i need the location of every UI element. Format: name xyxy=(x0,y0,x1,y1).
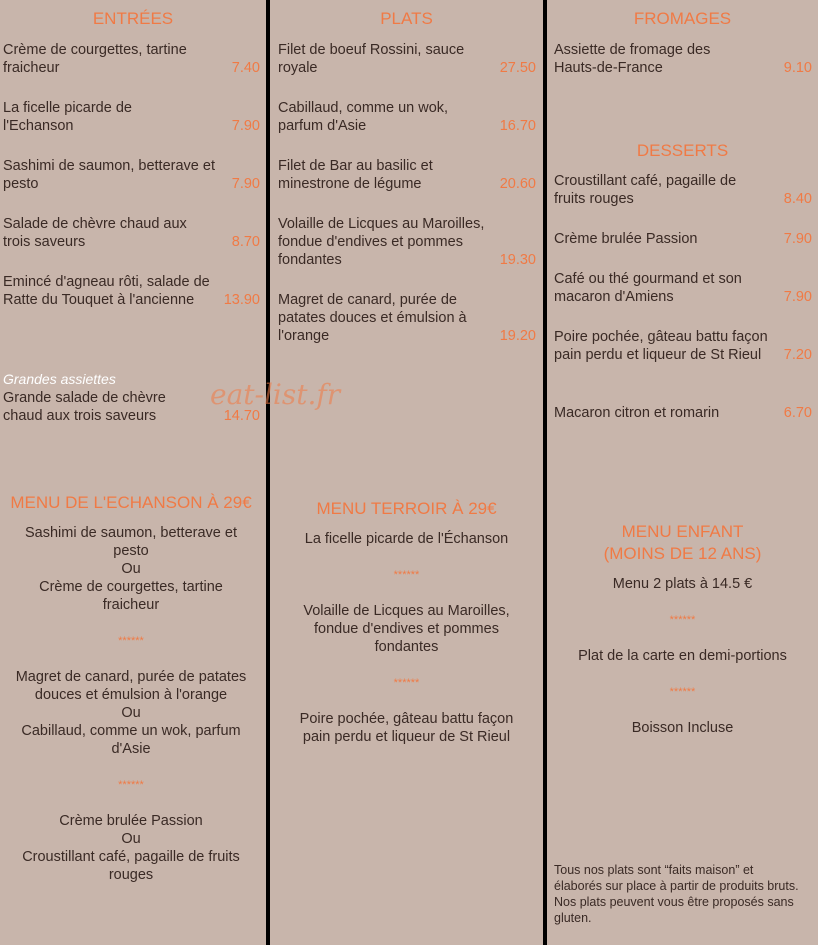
menu-item xyxy=(278,291,536,345)
menu-item xyxy=(278,157,536,193)
menu-terroir-course-2: Volaille de Licques au Maroilles, fondue d'endives et pommes fondantes xyxy=(303,603,510,655)
item-name: Cabillaud, comme un wok, parfum d'Asie xyxy=(278,100,449,134)
separator-stars: ****** xyxy=(118,779,144,791)
menu-item xyxy=(3,99,260,135)
fromages-heading: FROMAGES xyxy=(633,9,732,28)
menu-echanson-course-2a: Magret de canard, purée de patates douces et émulsion à l'orange xyxy=(15,669,247,703)
separator-stars: ****** xyxy=(393,677,420,689)
item-name: Emincé d'agneau rôti, salade de Ratte du Touquet à l'ancienne xyxy=(3,274,210,308)
menu-echanson-course-2b: Cabillaud, comme un wok, parfum d'Asie xyxy=(21,723,241,757)
menu-echanson-or-2: Ou xyxy=(121,705,141,721)
separator-stars: ****** xyxy=(669,686,696,698)
item-price: 7.20 xyxy=(783,347,812,363)
item-price: 7.40 xyxy=(231,60,260,76)
menu-item xyxy=(278,215,536,269)
item-price: 8.40 xyxy=(783,191,812,207)
item-price: 7.90 xyxy=(231,118,260,134)
item-name: Filet de boeuf Rossini, sauce royale xyxy=(278,42,465,76)
menu-enfant-subheading: (MOINS DE 12 ANS) xyxy=(603,544,762,563)
item-price: 7.90 xyxy=(783,289,812,305)
menu-item xyxy=(554,328,812,364)
separator-stars: ****** xyxy=(669,614,696,626)
item-name: Filet de Bar au basilic et minestrone de légume xyxy=(278,158,433,192)
menu-item xyxy=(554,41,812,77)
menu-echanson-or-1: Ou xyxy=(121,561,141,577)
menu-enfant-line-3: Boisson Incluse xyxy=(631,720,734,736)
desserts-heading: DESSERTS xyxy=(636,141,729,160)
item-name: Salade de chèvre chaud aux trois saveurs xyxy=(3,216,187,250)
item-price: 16.70 xyxy=(499,118,536,134)
item-price: 7.90 xyxy=(783,231,812,247)
footer-note-homemade: Tous nos plats sont “faits maison” et élaborés sur place à partir de produits bruts. xyxy=(554,863,799,893)
menu-echanson-course-3b: Croustillant café, pagaille de fruits rouges xyxy=(22,849,240,883)
item-price: 14.70 xyxy=(223,408,260,424)
item-price: 19.20 xyxy=(499,328,536,344)
menu-item xyxy=(3,41,260,77)
item-price: 9.10 xyxy=(783,60,812,76)
watermark: eat-list.fr xyxy=(210,378,341,411)
menu-item xyxy=(554,404,812,422)
menu-echanson-or-3: Ou xyxy=(121,831,141,847)
menu-terroir-course-1: La ficelle picarde de l'Échanson xyxy=(304,531,509,547)
menu-terroir-course-3: Poire pochée, gâteau battu façon pain perdu et liqueur de St Rieul xyxy=(299,711,514,745)
menu-item xyxy=(554,172,812,208)
item-name: Grande salade de chèvre chaud aux trois saveurs xyxy=(3,390,166,424)
separator-stars: ****** xyxy=(118,635,144,647)
separator-stars: ****** xyxy=(393,569,420,581)
menu-item xyxy=(278,99,536,135)
item-name: Volaille de Licques au Maroilles, fondue d'endives et pommes fondantes xyxy=(278,216,485,268)
menu-echanson-course-1a: Sashimi de saumon, betterave et pesto xyxy=(25,525,237,559)
menu-enfant-heading: MENU ENFANT xyxy=(621,522,744,541)
entrees-heading: ENTRÉES xyxy=(92,9,174,28)
menu-item xyxy=(3,273,260,309)
item-name: Assiette de fromage des Hauts-de-France xyxy=(554,42,711,76)
menu-terroir-heading: MENU TERROIR À 29€ xyxy=(316,499,497,518)
menu-echanson-course-3a: Crème brulée Passion xyxy=(59,813,203,829)
menu-enfant-line-2: Plat de la carte en demi-portions xyxy=(578,648,787,664)
item-price: 7.90 xyxy=(231,176,260,192)
item-price: 8.70 xyxy=(231,234,260,250)
footer-note xyxy=(554,862,804,926)
item-price: 13.90 xyxy=(223,292,260,308)
menu-echanson-course-1b: Crème de courgettes, tartine fraicheur xyxy=(39,579,223,613)
plats-heading: PLATS xyxy=(380,9,433,28)
item-price: 27.50 xyxy=(499,60,536,76)
menu-echanson-heading: MENU DE L'ECHANSON À 29€ xyxy=(10,493,252,512)
item-name: Café ou thé gourmand et son macaron d'Amiens xyxy=(554,271,742,305)
column-divider-1 xyxy=(266,0,270,945)
menu-item xyxy=(3,157,260,193)
footer-note-gluten: Nos plats peuvent vous être proposés sans gluten. xyxy=(554,895,794,925)
menu-item xyxy=(278,41,536,77)
item-name: La ficelle picarde de l'Echanson xyxy=(3,100,132,134)
item-price: 19.30 xyxy=(499,252,536,268)
item-price: 20.60 xyxy=(499,176,536,192)
item-price: 6.70 xyxy=(783,405,812,421)
item-name: Magret de canard, purée de patates douces et émulsion à l'orange xyxy=(278,292,467,344)
item-name: Poire pochée, gâteau battu façon pain perdu et liqueur de St Rieul xyxy=(554,329,768,363)
grandes-assiettes-label: Grandes assiettes xyxy=(3,371,116,387)
menu-enfant-line-1: Menu 2 plats à 14.5 € xyxy=(612,576,753,592)
menu-item xyxy=(3,215,260,251)
menu-item xyxy=(554,230,812,248)
item-name: Macaron citron et romarin xyxy=(554,405,720,421)
menu-item xyxy=(554,270,812,306)
item-name: Sashimi de saumon, betterave et pesto xyxy=(3,158,215,192)
item-name: Crème brulée Passion xyxy=(554,231,698,247)
item-name: Croustillant café, pagaille de fruits rouges xyxy=(554,173,737,207)
item-name: Crème de courgettes, tartine fraicheur xyxy=(3,42,187,76)
